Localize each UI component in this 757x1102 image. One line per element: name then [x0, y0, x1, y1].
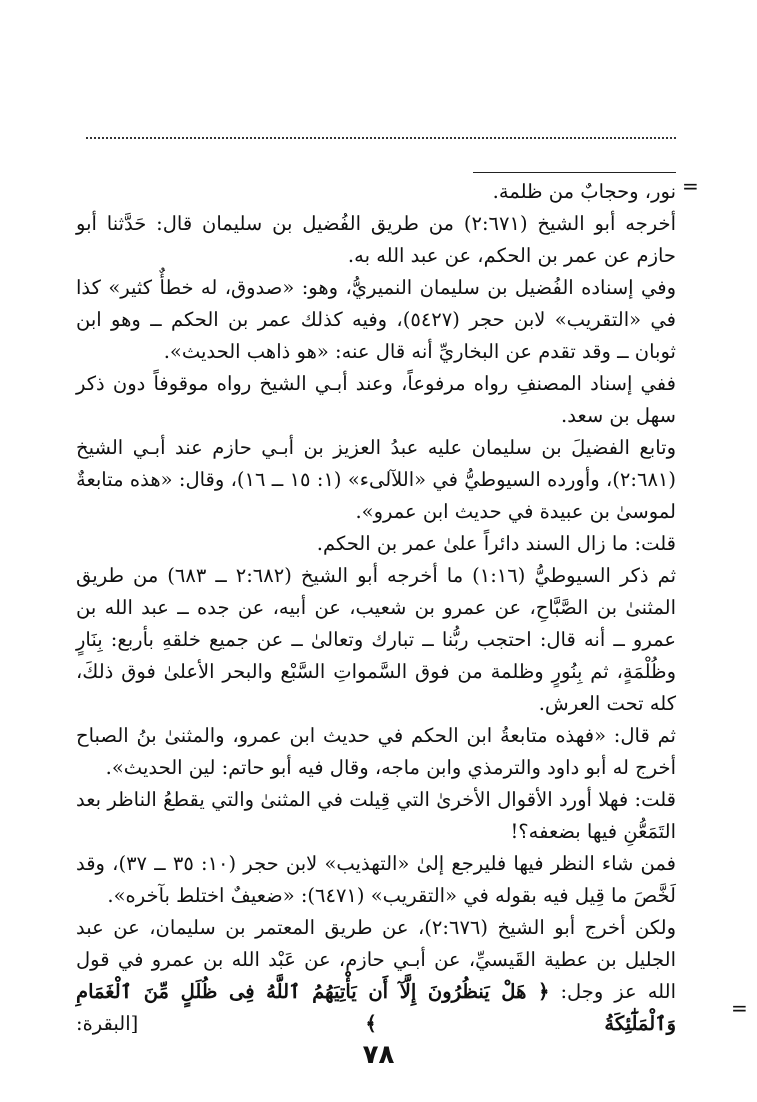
- continuation-marker-bottom: =: [731, 996, 748, 1020]
- paragraph: ففي إسناد المصنفِ رواه مرفوعاً، وعند أبـي الشيخ رواه موقوفاً دون ذكر سهل بن سعد.: [76, 372, 676, 427]
- paragraph: قلت: فهلا أورد الأقوال الأخرىٰ التي قِيلت في المثنىٰ والتي يقطعُ الناظر بعد التَمَعُّنِ فيها بضعفه؟!: [76, 788, 676, 843]
- paragraph: أخرجه أبو الشيخ (٢:٦٧١) من طريق الفُضيل بن سليمان قال: حَدَّثنا أبو حازم عن عمر بن الحكم، عن عبد الله به.: [76, 212, 677, 267]
- paragraph-last: [76, 912, 676, 1040]
- paragraph: وفي إسناده الفُضيل بن سليمان النميريُّ، وهو: «صدوق، له خطأٌ كثير» كذا في «التقريب» لابن حجر (٥٤٢٧)، وفيه كذلك عمر بن الحكم ــ وهو ابن ثوبان ــ وقد تقدم عن البخاريِّ أنه قال عنه: «هو ذاهب الحديث».: [76, 276, 676, 363]
- quran-verse: ﴿ هَلْ يَنظُرُونَ إِلَّآ أَن يَأْتِيَهُمُ ٱللَّهُ فِى ظُلَلٍ مِّنَ ٱلْغَمَامِ وَٱلْمَلَٰٓئِكَةُ ﴾: [76, 980, 676, 1035]
- paragraph: فمن شاء النظر فيها فليرجع إلىٰ «التهذيب» لابن حجر (١٠: ٣٥ ــ ٣٧)، وقد لَخَّصَ ما قِيل فيه بقوله في «التقريب» (٦٤٧١): «ضعيفٌ اختلط بآخره».: [76, 852, 676, 907]
- dotted-separator: [86, 137, 676, 149]
- continuation-marker-top: =: [682, 174, 699, 198]
- paragraph-text: ولكن أخرج أبو الشيخ (٢:٦٧٦)، عن طريق المعتمر بن سليمان، عن عبد الجليل بن عطية القَيسيِّ، عن أبـي حازم، عن عَبْد الله بن عمرو في قول الله عز وجل:: [76, 916, 676, 1003]
- paragraph: وتابع الفضيلَ بن سليمان عليه عبدُ العزيز بن أبـي حازم عند أبـي الشيخ (٢:٦٨١)، وأورده السيوطيُّ في «اللآلىء» (١: ١٥ ــ ١٦)، وقال: «هذه متابعةٌ لموسىٰ بن عبيدة في حديث ابن عمرو».: [76, 436, 676, 523]
- paragraph: ثم قال: «فهذه متابعةُ ابن الحكم في حديث ابن عمرو، والمثنىٰ بنُ الصباح أخرج له أبو داود والترمذي وابن ماجه، وقال فيه أبو حاتم: لين الحديث».: [76, 724, 676, 779]
- paragraph: نور، وحجابٌ من ظلمة.: [492, 180, 676, 203]
- paragraph: قلت: ما زال السند دائراً علىٰ عمر بن الحكم.: [316, 532, 676, 555]
- surah-reference: [البقرة:: [76, 1012, 139, 1035]
- footnote-rule: [473, 172, 676, 173]
- paragraph: ثم ذكر السيوطيُّ (١:١٦) ما أخرجه أبو الشيخ (٢:٦٨٢ ــ ٦٨٣) من طريق المثنىٰ بن الصَّبَّاحِ، عن عمرو بن شعيب، عن أبيه، عن جده ــ عبد الله بن عمرو ــ أنه قال: احتجب ربُّنا ــ تبارك وتعالىٰ ــ عن جميع خلقهِ بأربع: بِنَارٍ وظُلْمَةٍ، ثم بِنُورٍ وظلمة من فوق السَّمواتِ السَّبْع والبحر الأعلىٰ فوق ذلكَ، كله تحت العرش.: [76, 564, 677, 715]
- footnote-text: [76, 176, 676, 1040]
- page-number: ٧٨: [362, 1040, 395, 1070]
